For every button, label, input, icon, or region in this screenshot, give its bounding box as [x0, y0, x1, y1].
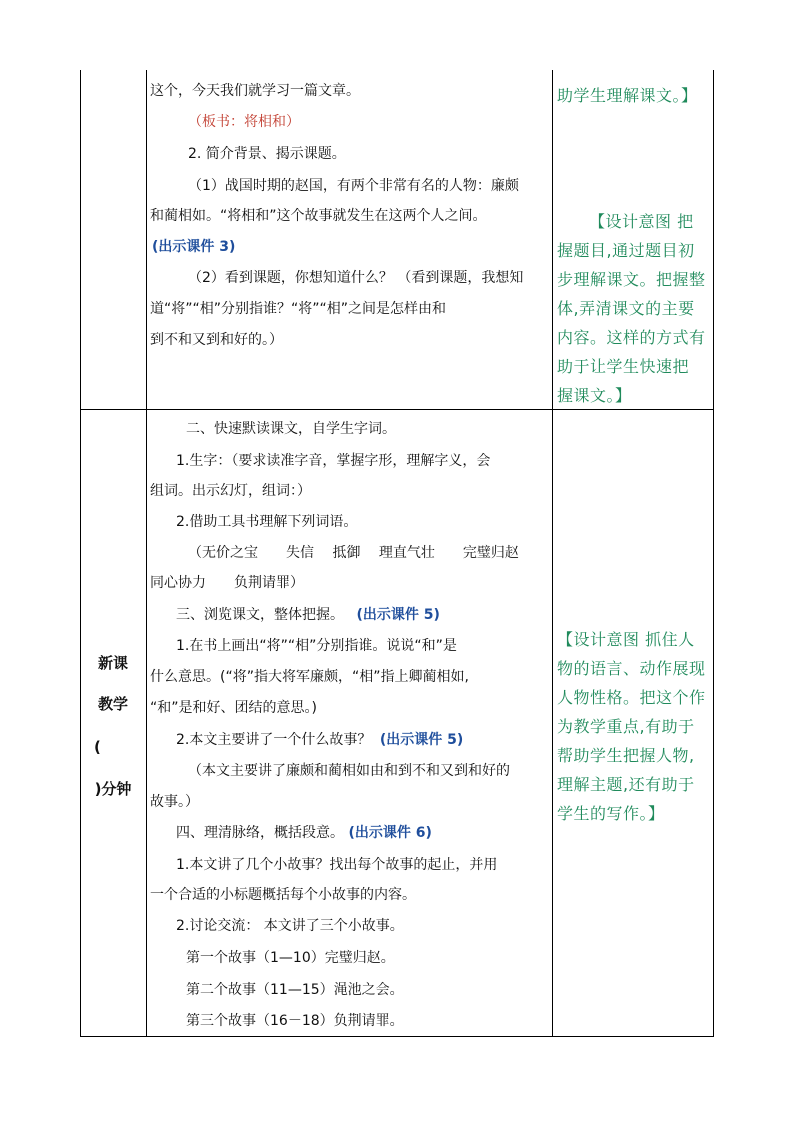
story-line: 第一个故事（1—10）完璧归赵。 [186, 950, 395, 966]
table-border-bottom [80, 1036, 713, 1037]
design-note-line: 助学生理解课文。】 [557, 86, 698, 105]
design-note-line: 体,弄清课文的主要 [557, 299, 695, 318]
text-line: 组词。出示幻灯，组词：） [150, 483, 311, 499]
design-note-line: 助于让学生快速把 [557, 357, 690, 376]
text-line: 1.本文讲了几个小故事？找出每个故事的起止，并用 [176, 857, 498, 873]
text-line: 2.讨论交流： 本文讲了三个小故事。 [176, 918, 404, 934]
design-note-line: 【设计意图 抓住人 [557, 630, 695, 649]
text-line: 和蔺相如。“将相和”这个故事就发生在这两个人之间。 [150, 208, 487, 224]
text-line: 故事。） [150, 794, 199, 810]
courseware-note: (出示课件 3) [152, 239, 236, 255]
design-note-line: 步理解课文。把握整 [557, 270, 706, 289]
text-line [176, 605, 440, 625]
table-row-divider [80, 409, 713, 410]
text-line: 二、快速默读课文，自学生字词。 [186, 421, 396, 437]
question-text: 2.本文主要讲了一个什么故事？ [176, 732, 372, 748]
table-divider-2 [552, 70, 553, 1037]
text-line: （1）战国时期的赵国，有两个非常有名的人物：廉颇 [188, 178, 519, 194]
text-line: 道“将”“相”分别指谁？“将”“相”之间是怎样由和 [150, 301, 447, 317]
table-divider-1 [146, 70, 147, 1037]
section-heading: 三、浏览课文，整体把握。 [176, 607, 344, 623]
table-border-left [80, 70, 81, 1037]
text-line: （本文主要讲了廉颇和蔺相如由和到不和又到和好的 [188, 763, 510, 779]
section-label-line: 新课 [97, 654, 128, 672]
section-label-line: )分钟 [94, 780, 132, 798]
section-heading: 四、理清脉络，概括段意。 [176, 825, 344, 841]
story-line: 第三个故事（16－18）负荆请罪。 [186, 1013, 404, 1029]
courseware-note: (出示课件 5) [379, 732, 464, 748]
text-line: 2. 简介背景、揭示课题。 [188, 146, 346, 162]
design-note-line: 人物性格。把这个作 [557, 688, 706, 707]
design-note-line: 为教学重点,有助于 [557, 717, 695, 736]
text-line: 2.借助工具书理解下列词语。 [176, 514, 358, 530]
design-note-line: 帮助学生把握人物, [557, 746, 695, 765]
design-note-line: 握题目,通过题目初 [557, 241, 695, 260]
text-line: 1.在书上画出“将”“相”分别指谁。说说“和”是 [176, 638, 457, 654]
design-note-line: 【设计意图 把 [589, 212, 694, 231]
text-line: 1.生字：（要求读准字音，掌握字形，理解字义，会 [176, 453, 491, 469]
story-line: 第二个故事（11—15）渑池之会。 [186, 982, 404, 998]
text-line [176, 823, 432, 843]
text-line: （2）看到课题，你想知道什么？ （看到课题，我想知 [188, 270, 524, 286]
text-line: 到不和又到和好的。） [150, 332, 283, 348]
design-note-line: 学生的写作。】 [557, 804, 665, 823]
text-line [176, 730, 463, 750]
text-line: 什么意思。(“将”指大将军廉颇，“相”指上卿蔺相如, [150, 669, 469, 685]
courseware-note: (出示课件 6) [348, 825, 432, 841]
design-note-line: 握课文。】 [557, 386, 632, 405]
table-border-right [713, 70, 714, 1037]
text-line: 一个合适的小标题概括每个小故事的内容。 [150, 887, 416, 903]
text-line: 这个，今天我们就学习一篇文章。 [150, 83, 360, 99]
design-note-line: 内容。这样的方式有 [557, 328, 706, 347]
text-line: （无价之宝 失信 抵御 理直气壮 完璧归赵 [188, 545, 519, 561]
courseware-note: (出示课件 5) [356, 607, 440, 623]
section-label-line: 教学 [97, 695, 128, 713]
text-line: “和”是和好、团结的意思。) [150, 700, 317, 716]
blackboard-note: （板书：将相和） [188, 114, 300, 130]
section-label-line: ( [94, 738, 101, 756]
design-note-line: 物的语言、动作展现 [557, 659, 706, 678]
text-line: 同心协力 负荆请罪） [150, 575, 304, 591]
design-note-line: 理解主题,还有助于 [557, 775, 695, 794]
